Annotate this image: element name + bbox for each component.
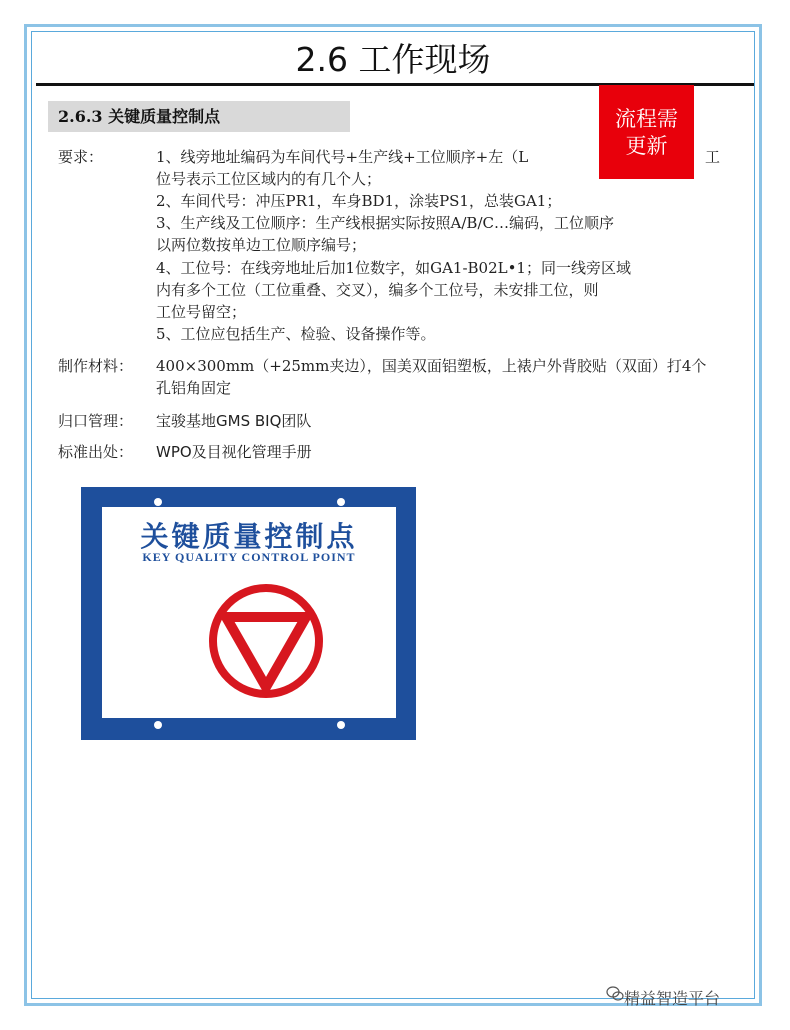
- watermark-text: 精益智造平台: [624, 989, 721, 1008]
- sign-title-zh: 关键质量控制点: [140, 520, 358, 553]
- requirement-line: 4、工位号：在线旁地址后加1位数字，如GA1-B02L•1；同一线旁区域: [156, 259, 631, 277]
- requirement-line: 3、生产线及工位顺序：生产线根据实际按照A/B/C…编码，工位顺序: [156, 214, 614, 232]
- sign-title-en: KEY QUALITY CONTROL POINT: [142, 550, 356, 564]
- requirement-line: 2、车间代号：冲压PR1，车身BD1，涂装PS1，总装GA1；: [156, 192, 562, 210]
- quality-control-sign: [81, 487, 416, 740]
- owner-label: 归口管理：: [58, 412, 134, 430]
- material-value: 400×300mm（+25mm夹边），国美双面铝塑板，上裱户外背胶贴（双面）打4个孔铝角固定: [156, 357, 707, 397]
- page-title: 2.6 工作现场: [295, 40, 491, 79]
- inverted-triangle-in-circle-icon: [208, 583, 324, 699]
- mounting-hole: [154, 498, 162, 506]
- requirement-line: 内有多个工位（工位重叠、交叉），编多个工位号，未安排工位，则: [156, 281, 599, 299]
- owner-value: 宝骏基地GMS BIQ团队: [156, 412, 312, 430]
- requirement-line: 位号表示工位区域内的有几个人；: [156, 170, 382, 188]
- requirement-line: 工位号留空；: [156, 303, 247, 321]
- stamp-line: 流程需: [615, 107, 678, 131]
- mounting-hole: [337, 721, 345, 729]
- requirements-label: 要求：: [58, 148, 104, 166]
- update-needed-stamp: [599, 85, 694, 179]
- mounting-hole: [154, 721, 162, 729]
- wechat-icon: [606, 986, 624, 1002]
- stamp-line: 更新: [625, 134, 668, 158]
- material-label: 制作材料：: [58, 357, 134, 375]
- section-heading: 2.6.3 关键质量控制点: [48, 101, 350, 132]
- requirement-line: 5、工位应包括生产、检验、设备操作等。: [156, 325, 436, 343]
- requirement-line: 以两位数按单边工位顺序编号；: [156, 236, 367, 254]
- requirement-line: 1、线旁地址编码为车间代号+生产线+工位顺序+左（L: [156, 148, 529, 166]
- source-label: 标准出处：: [58, 443, 134, 461]
- requirement-line-tail: 工: [705, 148, 721, 166]
- mounting-hole: [337, 498, 345, 506]
- source-value: WPO及目视化管理手册: [156, 443, 312, 461]
- sign-panel: [102, 507, 396, 718]
